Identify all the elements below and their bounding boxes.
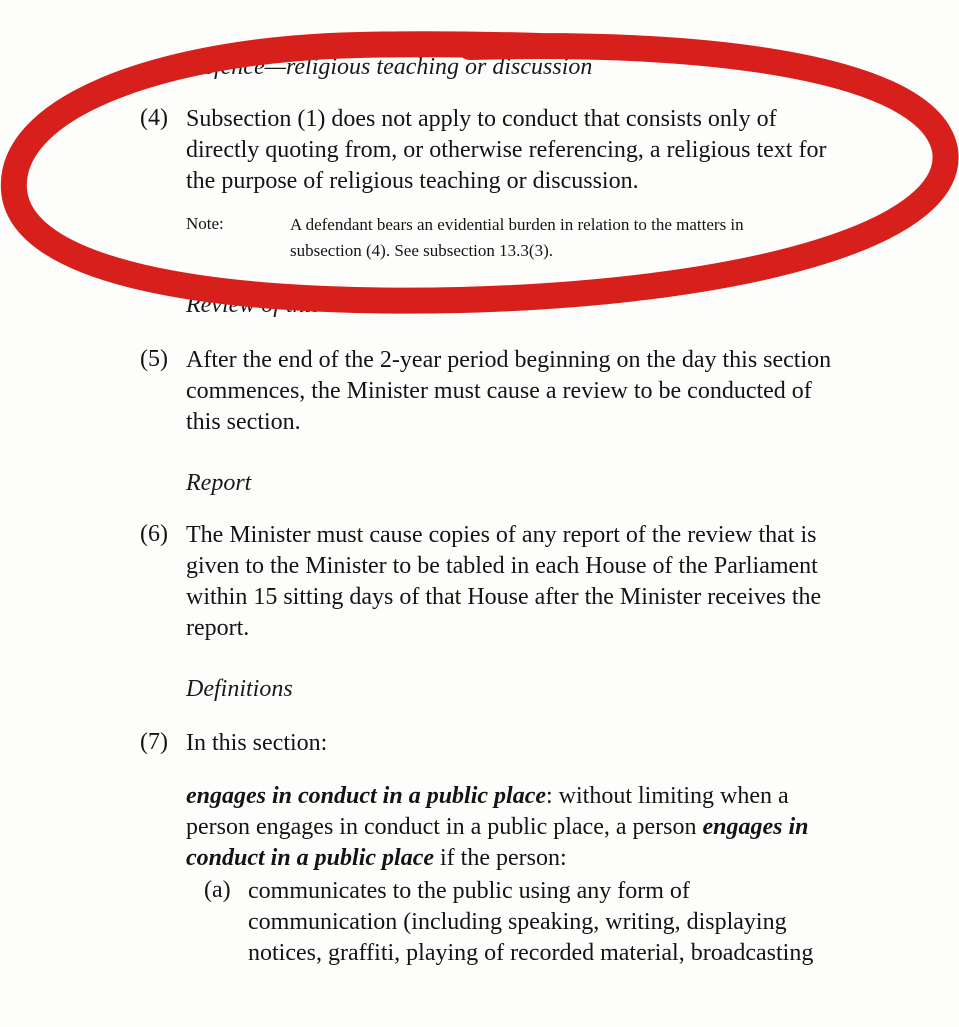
definition-fragment: if the person:: [434, 845, 567, 871]
section-5-heading: Review of this section: [186, 292, 395, 318]
section-6-heading: Report: [186, 470, 252, 496]
note-text: [290, 212, 744, 264]
section-6-text: [186, 520, 821, 644]
section-6-number: (6): [140, 521, 168, 547]
item-a-line: communicates to the public using any form of: [248, 878, 690, 904]
note-line: A defendant bears an evidential burden in relation to the matters in: [290, 215, 744, 234]
section-6-line: given to the Minister to be tabled in each House of the Parliament: [186, 553, 818, 579]
section-5-line: commences, the Minister must cause a review to be conducted of: [186, 378, 812, 404]
section-5-number: (5): [140, 346, 168, 372]
note-label: Note:: [186, 214, 224, 233]
section-5-line: this section.: [186, 409, 301, 435]
definition-line: [186, 781, 809, 812]
section-4-heading: Defence—religious teaching or discussion: [186, 54, 593, 80]
item-a-line: notices, graffiti, playing of recorded material, broadcasting: [248, 940, 814, 966]
section-5-line: After the end of the 2-year period beginning on the day this section: [186, 347, 832, 373]
section-5-text: [186, 345, 831, 438]
section-7-number: (7): [140, 729, 168, 755]
definition-fragment: : without limiting when a: [546, 783, 789, 809]
definition-line: [186, 812, 809, 843]
section-4-text: [186, 104, 826, 197]
definition-fragment: person engages in conduct in a public place, a person: [186, 814, 703, 840]
defined-term: engages in: [702, 814, 809, 840]
section-4-number: (4): [140, 105, 168, 131]
defined-term: engages in conduct in a public place: [186, 783, 546, 809]
section-4-line: the purpose of religious teaching or discussion.: [186, 168, 639, 194]
section-6-line: The Minister must cause copies of any report of the review that is: [186, 522, 817, 548]
item-a-label: (a): [204, 877, 231, 903]
section-7-heading: Definitions: [186, 676, 293, 702]
item-a-line: communication (including speaking, writing, displaying: [248, 909, 787, 935]
section-4-line: directly quoting from, or otherwise referencing, a religious text for: [186, 137, 827, 163]
item-a-text: [248, 876, 813, 969]
section-7-intro: In this section:: [186, 730, 328, 756]
definition-text: [186, 781, 809, 874]
section-4-line: Subsection (1) does not apply to conduct that consists only of: [186, 106, 777, 132]
definition-line: [186, 843, 809, 874]
defined-term: conduct in a public place: [186, 845, 434, 871]
section-6-line: within 15 sitting days of that House after the Minister receives the: [186, 584, 822, 610]
section-6-line: report.: [186, 615, 250, 641]
note-line: subsection (4). See subsection 13.3(3).: [290, 241, 553, 260]
